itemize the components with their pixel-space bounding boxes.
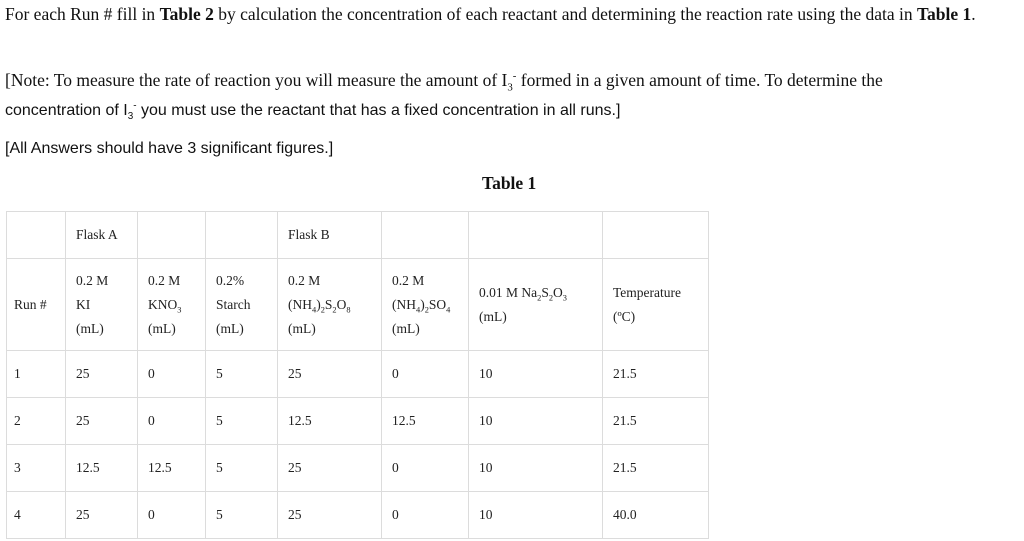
temperature-header: Temperature (ºC) xyxy=(603,259,709,351)
flask-b-label: Flask B xyxy=(278,212,382,259)
starch-header: 0.2% Starch (mL) xyxy=(206,259,278,351)
table-title: Table 1 xyxy=(482,173,537,193)
table-row: 3 12.5 12.5 5 25 0 10 21.5 xyxy=(7,445,709,492)
table-header-row xyxy=(7,259,709,351)
kno3-header: 0.2 M $KNO_3$ (mL) xyxy=(138,259,206,351)
table-group-row xyxy=(7,212,709,259)
flask-a-label: Flask A xyxy=(66,212,138,259)
note-paragraph: [Note: To measure the rate of reaction you will measure the amount of $I_3^-$ formed in a given amount of time. To determine the concentration of $I_3^-$ you must use the reactant that has a fixed concentration in all runs.] xyxy=(5,70,883,123)
table-row: 4 25 0 5 25 0 10 40.0 xyxy=(7,492,709,539)
table-row: 2 25 0 5 12.5 12.5 10 21.5 xyxy=(7,398,709,445)
significant-figures-note: [All Answers should have 3 significant figures.] xyxy=(5,140,334,157)
thiosulfate-header: 0.01 M $Na_2S_2O_3$ (mL) xyxy=(469,259,603,351)
table-row: 1 25 0 5 25 0 10 21.5 xyxy=(7,351,709,398)
persulfate-header: 0.2 M $(NH_4)_2S_2O_8$ (mL) xyxy=(278,259,382,351)
data-table xyxy=(6,211,709,539)
ki-header: 0.2 M KI (mL) xyxy=(66,259,138,351)
instructions-paragraph: For each Run # fill in Table 2 by calculation the concentration of each reactant and determining the reaction rate using the data in Table 1. xyxy=(5,4,976,24)
sulfate-header: 0.2 M $(NH_4)_2SO_4$ (mL) xyxy=(382,259,469,351)
run-header: Run # xyxy=(7,259,66,351)
